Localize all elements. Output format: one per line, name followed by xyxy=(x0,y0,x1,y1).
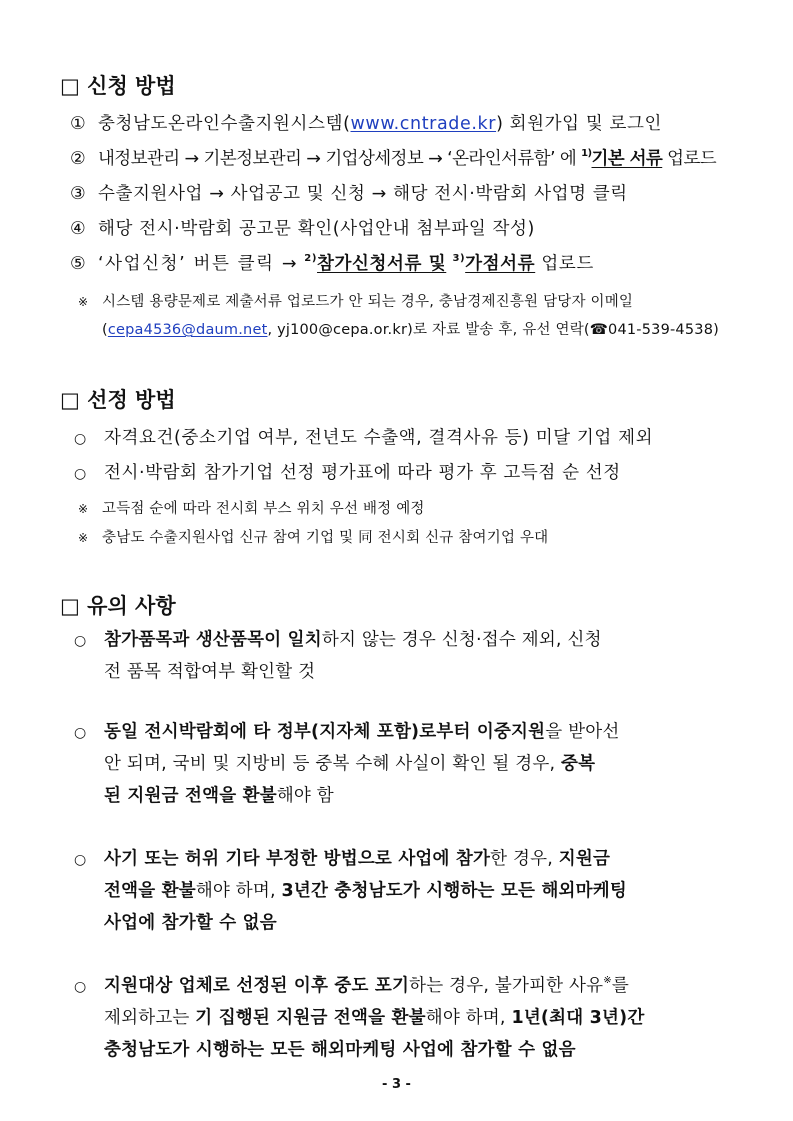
apply-step-4: ④ 해당 전시·박람회 공고문 확인(사업안내 첨부파일 작성) xyxy=(70,219,535,239)
apply-step-3: ③ 수출지원사업 → 사업공고 및 신청 → 해당 전시·박람회 사업명 클릭 xyxy=(70,184,628,204)
step-marker: ① xyxy=(70,114,87,134)
notice-item-4-line-3: 충청남도가 시행하는 모든 해외마케팅 사업에 참가할 수 없음 xyxy=(104,1040,576,1060)
notice-item-3-line-2: 전액을 환불해야 하며, 3년간 충청남도가 시행하는 모든 해외마케팅 xyxy=(104,881,627,901)
bullet: ○ xyxy=(74,725,87,741)
cepa-email-link[interactable]: cepa4536@daum.net xyxy=(107,322,268,338)
bullet: ○ xyxy=(74,852,87,868)
notice-item-2-line-1: ○ 동일 전시박람회에 타 정부(지자체 포함)로부터 이중지원을 받아선 xyxy=(74,722,620,742)
notice-item-2-line-3: 된 지원금 전액을 환불해야 함 xyxy=(104,786,334,806)
section-heading-apply: □ 신청 방법 xyxy=(60,74,176,98)
apply-step-2: ② 내정보관리 → 기본정보관리 → 기업상세정보 → ‘온라인서류함’ 에 $^{1)}$기본 서류 업로드 xyxy=(70,148,717,169)
bullet: ○ xyxy=(74,466,87,482)
step-marker: ⑤ xyxy=(70,254,87,274)
notice-item-4-line-2: 제외하고는 기 집행된 지원금 전액을 환불해야 하며, 1년(최대 3년)간 xyxy=(104,1008,645,1028)
apply-note-line-1: ※ 시스템 용량문제로 제출서류 업로드가 안 되는 경우, 충남경제진흥원 담당자 이메일 xyxy=(78,294,634,310)
step-marker: ④ xyxy=(70,219,87,239)
notice-item-1-line-2: 전 품목 적합여부 확인할 것 xyxy=(104,662,316,682)
apply-note-line-2: (cepa4536@daum.net, yj100@cepa.or.kr)로 자료 발송 후, 유선 연락(☎041-539-4538) xyxy=(102,322,719,338)
selection-item: ○ 자격요건(중소기업 여부, 전년도 수출액, 결격사유 등) 미달 기업 제외 xyxy=(74,428,654,448)
notice-item-3-line-1: ○ 사기 또는 허위 기타 부정한 방법으로 사업에 참가한 경우, 지원금 xyxy=(74,849,611,869)
bullet: ○ xyxy=(74,633,87,649)
bullet: ○ xyxy=(74,979,87,995)
bullet: ○ xyxy=(74,431,87,447)
page-number: - 3 - xyxy=(382,1077,411,1092)
step-marker: ③ xyxy=(70,184,87,204)
selection-note: ※ 고득점 순에 따라 전시회 부스 위치 우선 배정 예정 xyxy=(78,501,425,517)
notice-item-1-line-1: ○ 참가품목과 생산품목이 일치하지 않는 경우 신청·접수 제외, 신청 xyxy=(74,630,602,650)
note-marker: ※ xyxy=(78,531,89,545)
selection-note: ※ 충남도 수출지원사업 신규 참여 기업 및 同 전시회 신규 참여기업 우대 xyxy=(78,530,549,546)
notice-item-3-line-3: 사업에 참가할 수 없음 xyxy=(104,913,277,933)
selection-item: ○ 전시·박람회 참가기업 선정 평가표에 따라 평가 후 고득점 순 선정 xyxy=(74,463,621,483)
note-marker: ※ xyxy=(78,295,89,309)
note-marker: ※ xyxy=(78,502,89,516)
apply-step-1: ① 충청남도온라인수출지원시스템(www.cntrade.kr) 회원가입 및 로그인 xyxy=(70,114,663,134)
section-heading-selection: □ 선정 방법 xyxy=(60,388,176,412)
section-heading-notice: □ 유의 사항 xyxy=(60,594,176,618)
step-marker: ② xyxy=(70,149,86,169)
cntrade-link[interactable]: www.cntrade.kr xyxy=(350,114,497,134)
apply-step-5: ⑤ ‘사업신청’ 버튼 클릭 → $^{2)}$참가신청서류 및 $^{3)}$가점서류 업로드 xyxy=(70,253,594,274)
notice-item-4-line-1: ○ 지원대상 업체로 선정된 이후 중도 포기하는 경우, 불가피한 사유※를 xyxy=(74,975,629,996)
notice-item-2-line-2: 안 되며, 국비 및 지방비 등 중복 수혜 사실이 확인 될 경우, 중복 xyxy=(104,754,596,774)
